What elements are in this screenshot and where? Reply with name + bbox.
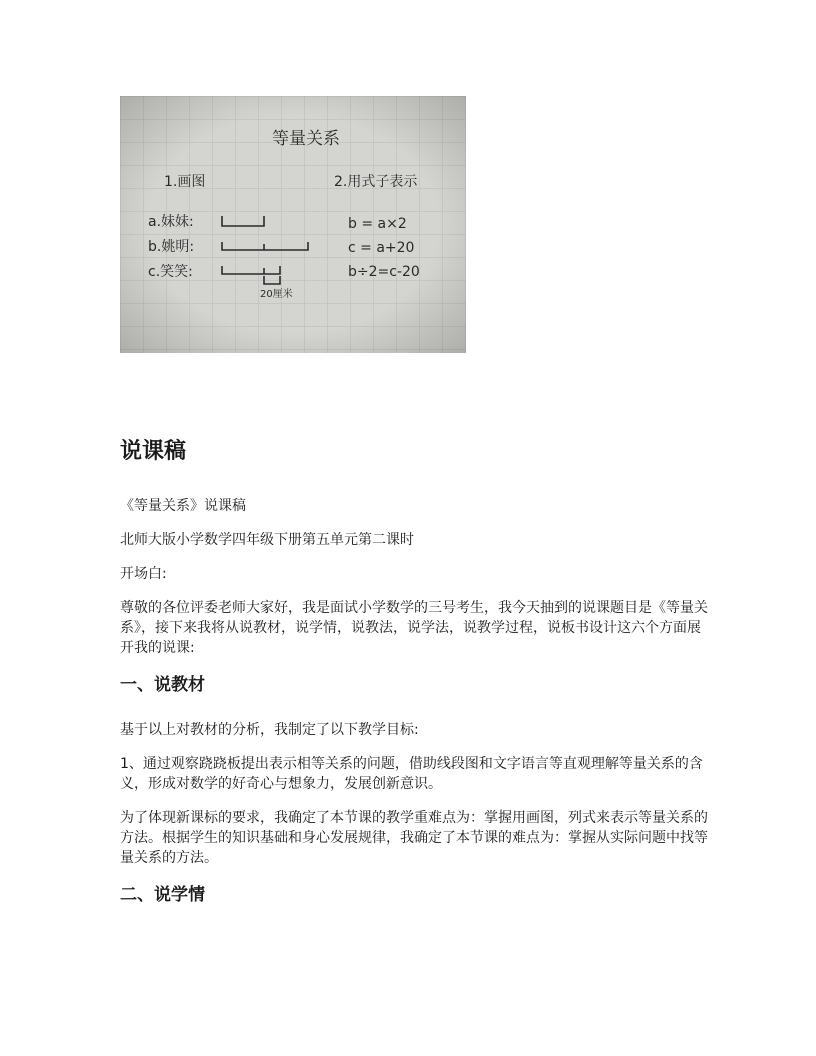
paragraph: 基于以上对教材的分析，我制定了以下教学目标: (120, 722, 419, 738)
paragraph: 1、通过观察跷跷板提出表示相等关系的问题，借助线段图和文字语言等直观理解等量关系的含义，形成对数学的好奇心与想象力，发展创新意识。 (120, 756, 703, 792)
notebook-page (120, 96, 466, 353)
photo-formula: b÷2=c-20 (348, 264, 420, 280)
photo-step-1: 1.画图 (164, 174, 206, 190)
photo-step-2: 2.用式子表示 (334, 174, 418, 190)
document-body (120, 434, 710, 930)
paragraph: 尊敬的各位评委老师大家好，我是面试小学数学的三号考生，我今天抽到的说课题目是《等量关系》，接下来我将从说教材，说学情，说教法，说学法，说教学过程，说板书设计这六个方面展开我的说课: (120, 600, 708, 656)
photo-formula: c = a+20 (348, 240, 415, 256)
document-title: 说课稿 (120, 439, 187, 464)
paragraph: 《等量关系》说课稿 (120, 498, 246, 514)
photo-row-label: b.姚明: (148, 239, 195, 255)
paragraph: 北师大版小学数学四年级下册第五单元第二课时 (120, 532, 414, 548)
bracket-label: 20厘米 (260, 289, 293, 300)
photo-formula: b = a×2 (348, 216, 407, 232)
photo-row-label: a.妹妹: (148, 214, 194, 230)
section-heading: 二、说学情 (120, 885, 205, 905)
section-heading: 一、说教材 (120, 675, 205, 695)
photo-title: 等量关系 (272, 129, 340, 149)
paragraph: 开场白: (120, 566, 167, 582)
handwritten-notes-photo (120, 96, 466, 353)
photo-row-label: c.笑笑: (148, 264, 193, 280)
paragraph: 为了体现新课标的要求，我确定了本节课的教学重难点为：掌握用画图，列式来表示等量关系的方法。根据学生的知识基础和身心发展规律，我确定了本节课的难点为：掌握从实际问题中找等量关系的方法。 (120, 810, 708, 866)
